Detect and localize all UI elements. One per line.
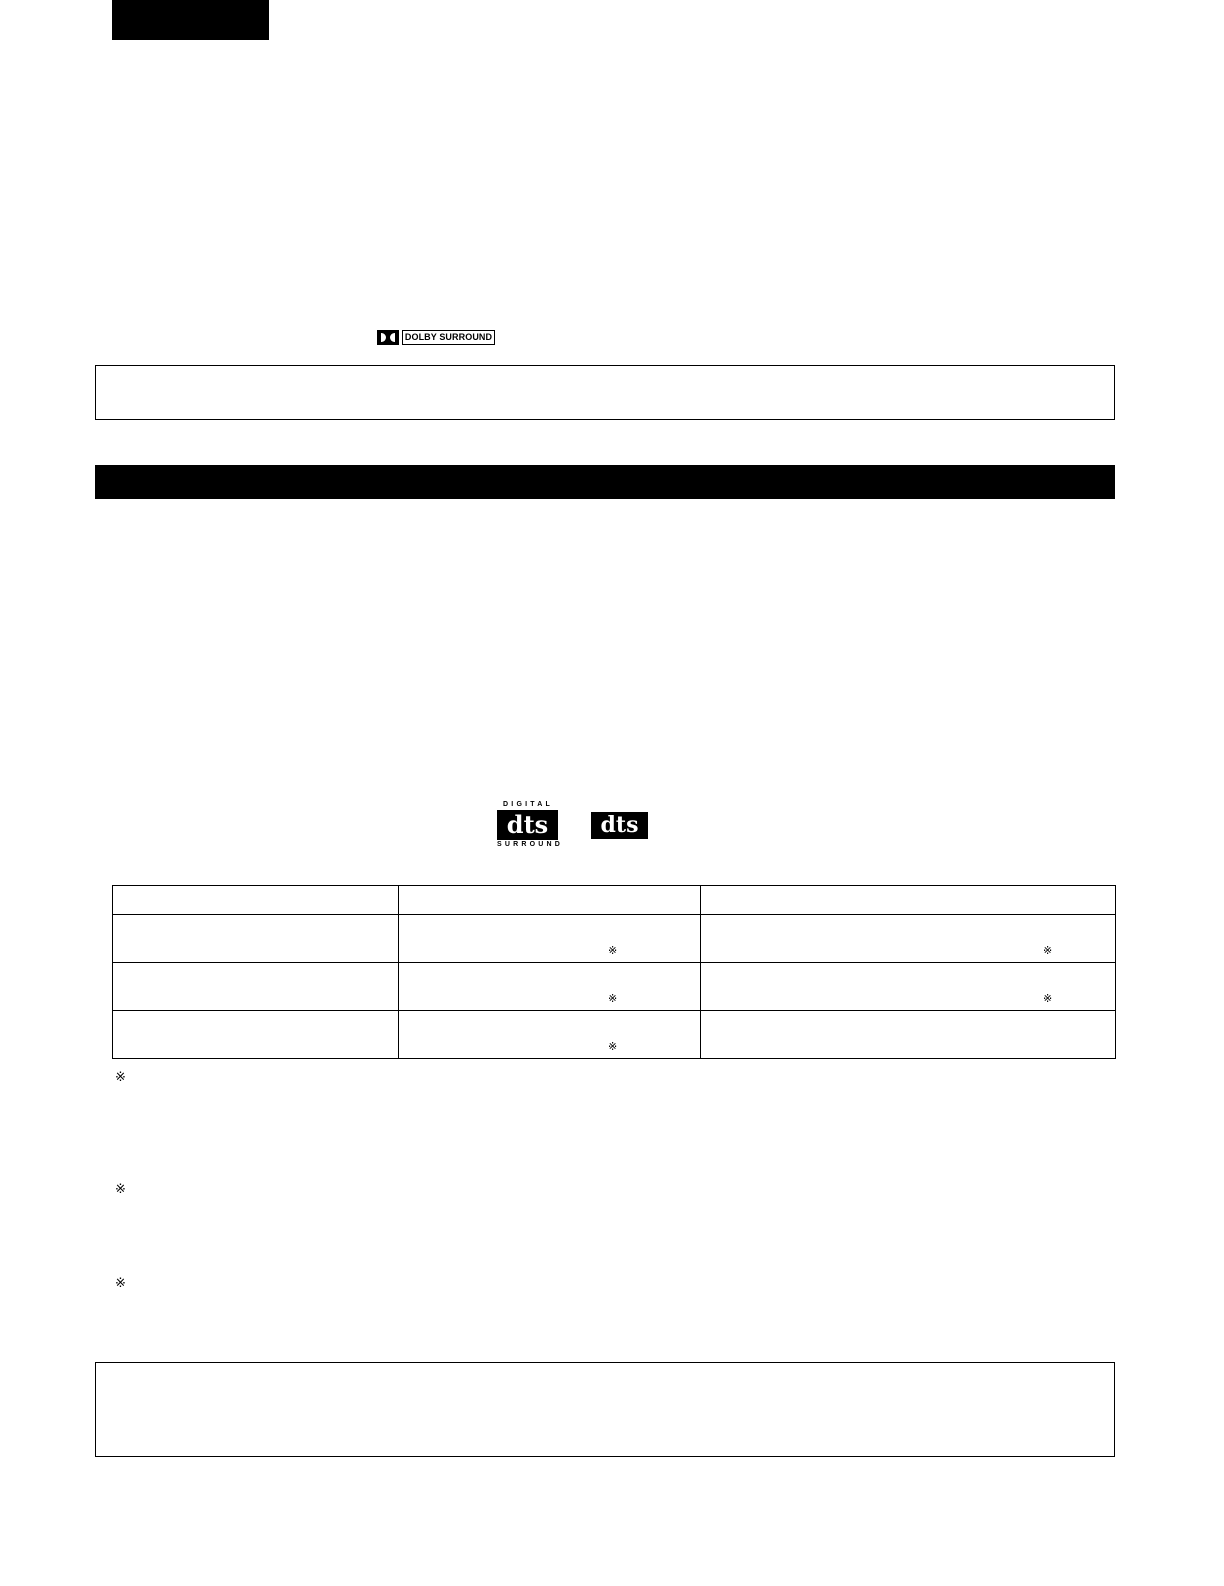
language-tab bbox=[112, 0, 269, 40]
dolby-double-d-icon bbox=[377, 330, 399, 345]
note-box-bottom bbox=[95, 1362, 1115, 1457]
table-row bbox=[113, 963, 1116, 1011]
table-header-cell bbox=[113, 886, 399, 915]
note-box-top bbox=[95, 365, 1115, 420]
table-header-cell bbox=[701, 886, 1116, 915]
section-heading-bar bbox=[95, 465, 1115, 499]
footnote-mark: ※ bbox=[115, 1181, 126, 1196]
dts-logo-main-text: dts bbox=[497, 810, 558, 840]
table-row bbox=[113, 915, 1116, 963]
footnote-mark: ※ bbox=[115, 1069, 126, 1084]
table-cell bbox=[399, 915, 701, 963]
reference-mark: ※ bbox=[1043, 993, 1053, 1005]
table-cell bbox=[113, 915, 399, 963]
dts-logo-surround-text: SURROUND bbox=[497, 841, 564, 848]
table-header-row bbox=[113, 886, 1116, 915]
table-header-cell bbox=[399, 886, 701, 915]
dts-logo-digital-text: DIGITAL bbox=[503, 801, 553, 808]
table-cell bbox=[701, 963, 1116, 1011]
compatibility-table bbox=[112, 885, 1116, 1059]
reference-mark: ※ bbox=[608, 1041, 618, 1053]
footnote-mark: ※ bbox=[115, 1275, 126, 1290]
reference-mark: ※ bbox=[1043, 945, 1053, 957]
table-cell bbox=[701, 1011, 1116, 1059]
dolby-surround-logo bbox=[377, 330, 495, 345]
dolby-logo-text: DOLBY SURROUND bbox=[402, 330, 495, 345]
table-cell bbox=[701, 915, 1116, 963]
table-cell bbox=[113, 1011, 399, 1059]
reference-mark: ※ bbox=[608, 993, 618, 1005]
dts-digital-surround-logo bbox=[497, 801, 564, 849]
reference-mark: ※ bbox=[608, 945, 618, 957]
table-cell bbox=[399, 963, 701, 1011]
table-row bbox=[113, 1011, 1116, 1059]
dts-logo: dts bbox=[591, 812, 648, 839]
table-cell bbox=[113, 963, 399, 1011]
table-cell bbox=[399, 1011, 701, 1059]
